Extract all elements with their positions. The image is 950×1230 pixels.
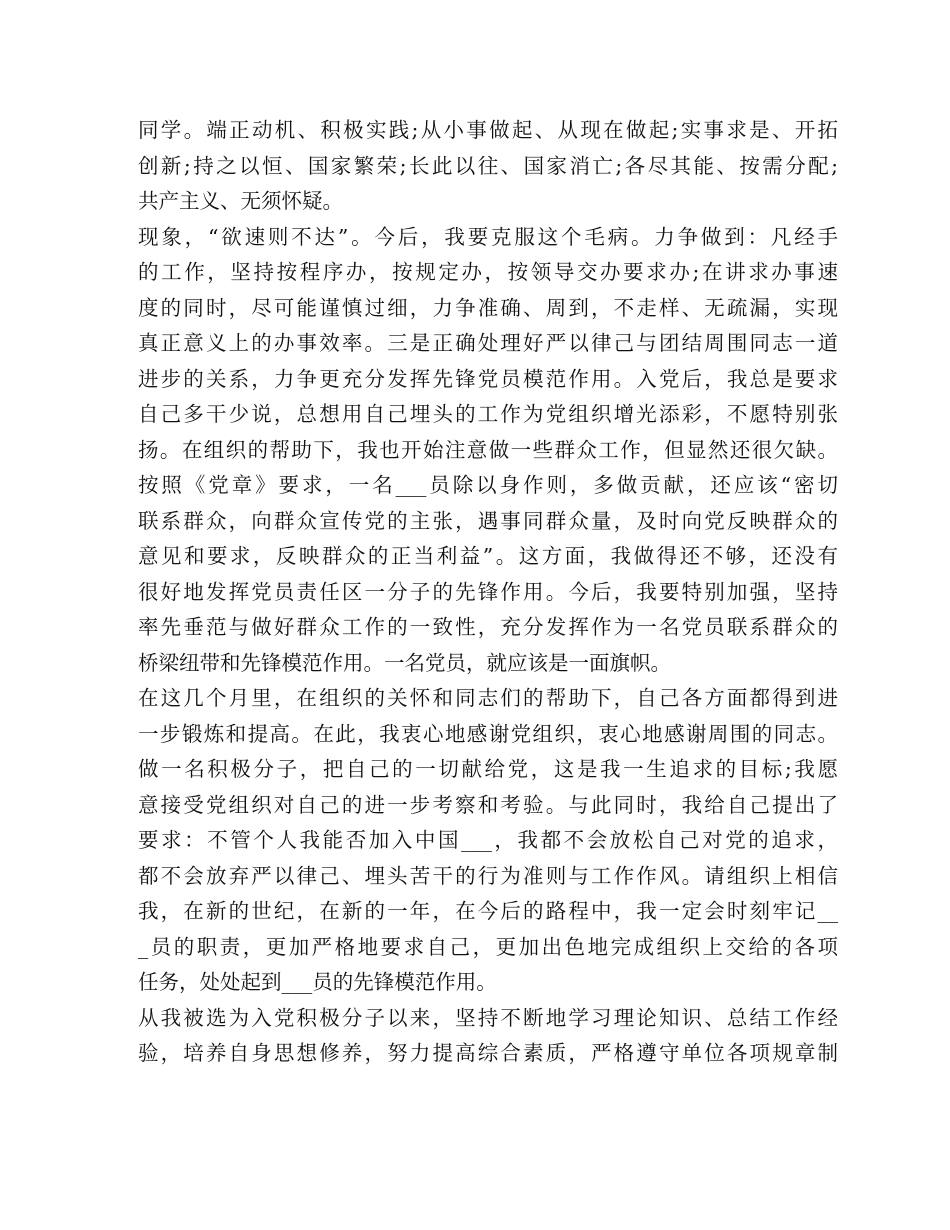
text-line: 同学。端正动机、积极实践;从小事做起、从现在做起;实事求是、开拓 (138, 118, 838, 142)
text-line: 扬。在组织的帮助下，我也开始注意做一些群众工作，但显然还很欠缺。 (138, 437, 838, 462)
text-line: 验，培养自身思想修养，努力提高综合素质，严格遵守单位各项规章制 (138, 1041, 838, 1065)
text-line: 的工作，坚持按程序办，按规定办，按领导交办要求办;在讲求办事速 (138, 260, 838, 284)
document-body (138, 113, 838, 1072)
text-line: 桥梁纽带和先锋模范作用。一名党员，就应该是一面旗帜。 (138, 650, 671, 675)
text-line: 从我被选为入党积极分子以来，坚持不断地学习理论知识、总结工作经 (138, 1005, 838, 1030)
text-line: 都不会放弃严以律己、埋头苦干的行为准则与工作作风。请组织上相信 (138, 863, 838, 888)
text-line: 要求：不管个人我能否加入中国___，我都不会放松自己对党的追求， (138, 828, 838, 852)
text-line: 度的同时，尽可能谨慎过细，力争准确、周到，不走样、无疏漏，实现 (138, 295, 838, 320)
text-line: 意见和要求，反映群众的正当利益”。这方面，我做得还不够，还没有 (138, 544, 838, 568)
text-line: 共产主义、无须怀疑。 (138, 189, 343, 213)
text-line: 创新;持之以恒、国家繁荣;长此以往、国家消亡;各尽其能、按需分配; (138, 153, 838, 178)
text-line: 率先垂范与做好群众工作的一致性，充分发挥作为一名党员联系群众的 (138, 615, 838, 639)
text-line: 我，在新的世纪，在新的一年，在今后的路程中，我一定会时刻牢记__ (138, 899, 838, 923)
text-line: 做一名积极分子，把自己的一切献给党，这是我一生追求的目标;我愿 (138, 757, 838, 781)
text-line: 自己多干少说，总想用自己埋头的工作为党组织增光添彩，不愿特别张 (138, 402, 838, 426)
text-line: 很好地发挥党员责任区一分子的先锋作用。今后，我要特别加强，坚持 (138, 579, 838, 604)
text-line: _员的职责，更加严格地要求自己，更加出色地完成组织上交给的各项 (138, 934, 838, 959)
text-line: 联系群众，向群众宣传党的主张，遇事同群众量，及时向党反映群众的 (138, 508, 838, 533)
text-line: 意接受党组织对自己的进一步考察和考验。与此同时，我给自己提出了 (138, 792, 838, 817)
text-line: 一步锻炼和提高。在此，我衷心地感谢党组织，衷心地感谢周围的同志。 (138, 721, 838, 746)
text-line: 进步的关系，力争更充分发挥先锋党员模范作用。入党后，我总是要求 (138, 366, 838, 391)
text-line: 真正意义上的办事效率。三是正确处理好严以律己与团结周围同志一道 (138, 331, 838, 355)
text-line: 在这几个月里，在组织的关怀和同志们的帮助下，自己各方面都得到进 (138, 686, 838, 710)
text-line: 现象，“欲速则不达”。今后，我要克服这个毛病。力争做到：凡经手 (138, 224, 838, 249)
text-line: 按照《党章》要求，一名___员除以身作则，多做贡献，还应该“密切 (138, 473, 838, 497)
text-line: 任务，处处起到___员的先锋模范作用。 (138, 970, 497, 994)
